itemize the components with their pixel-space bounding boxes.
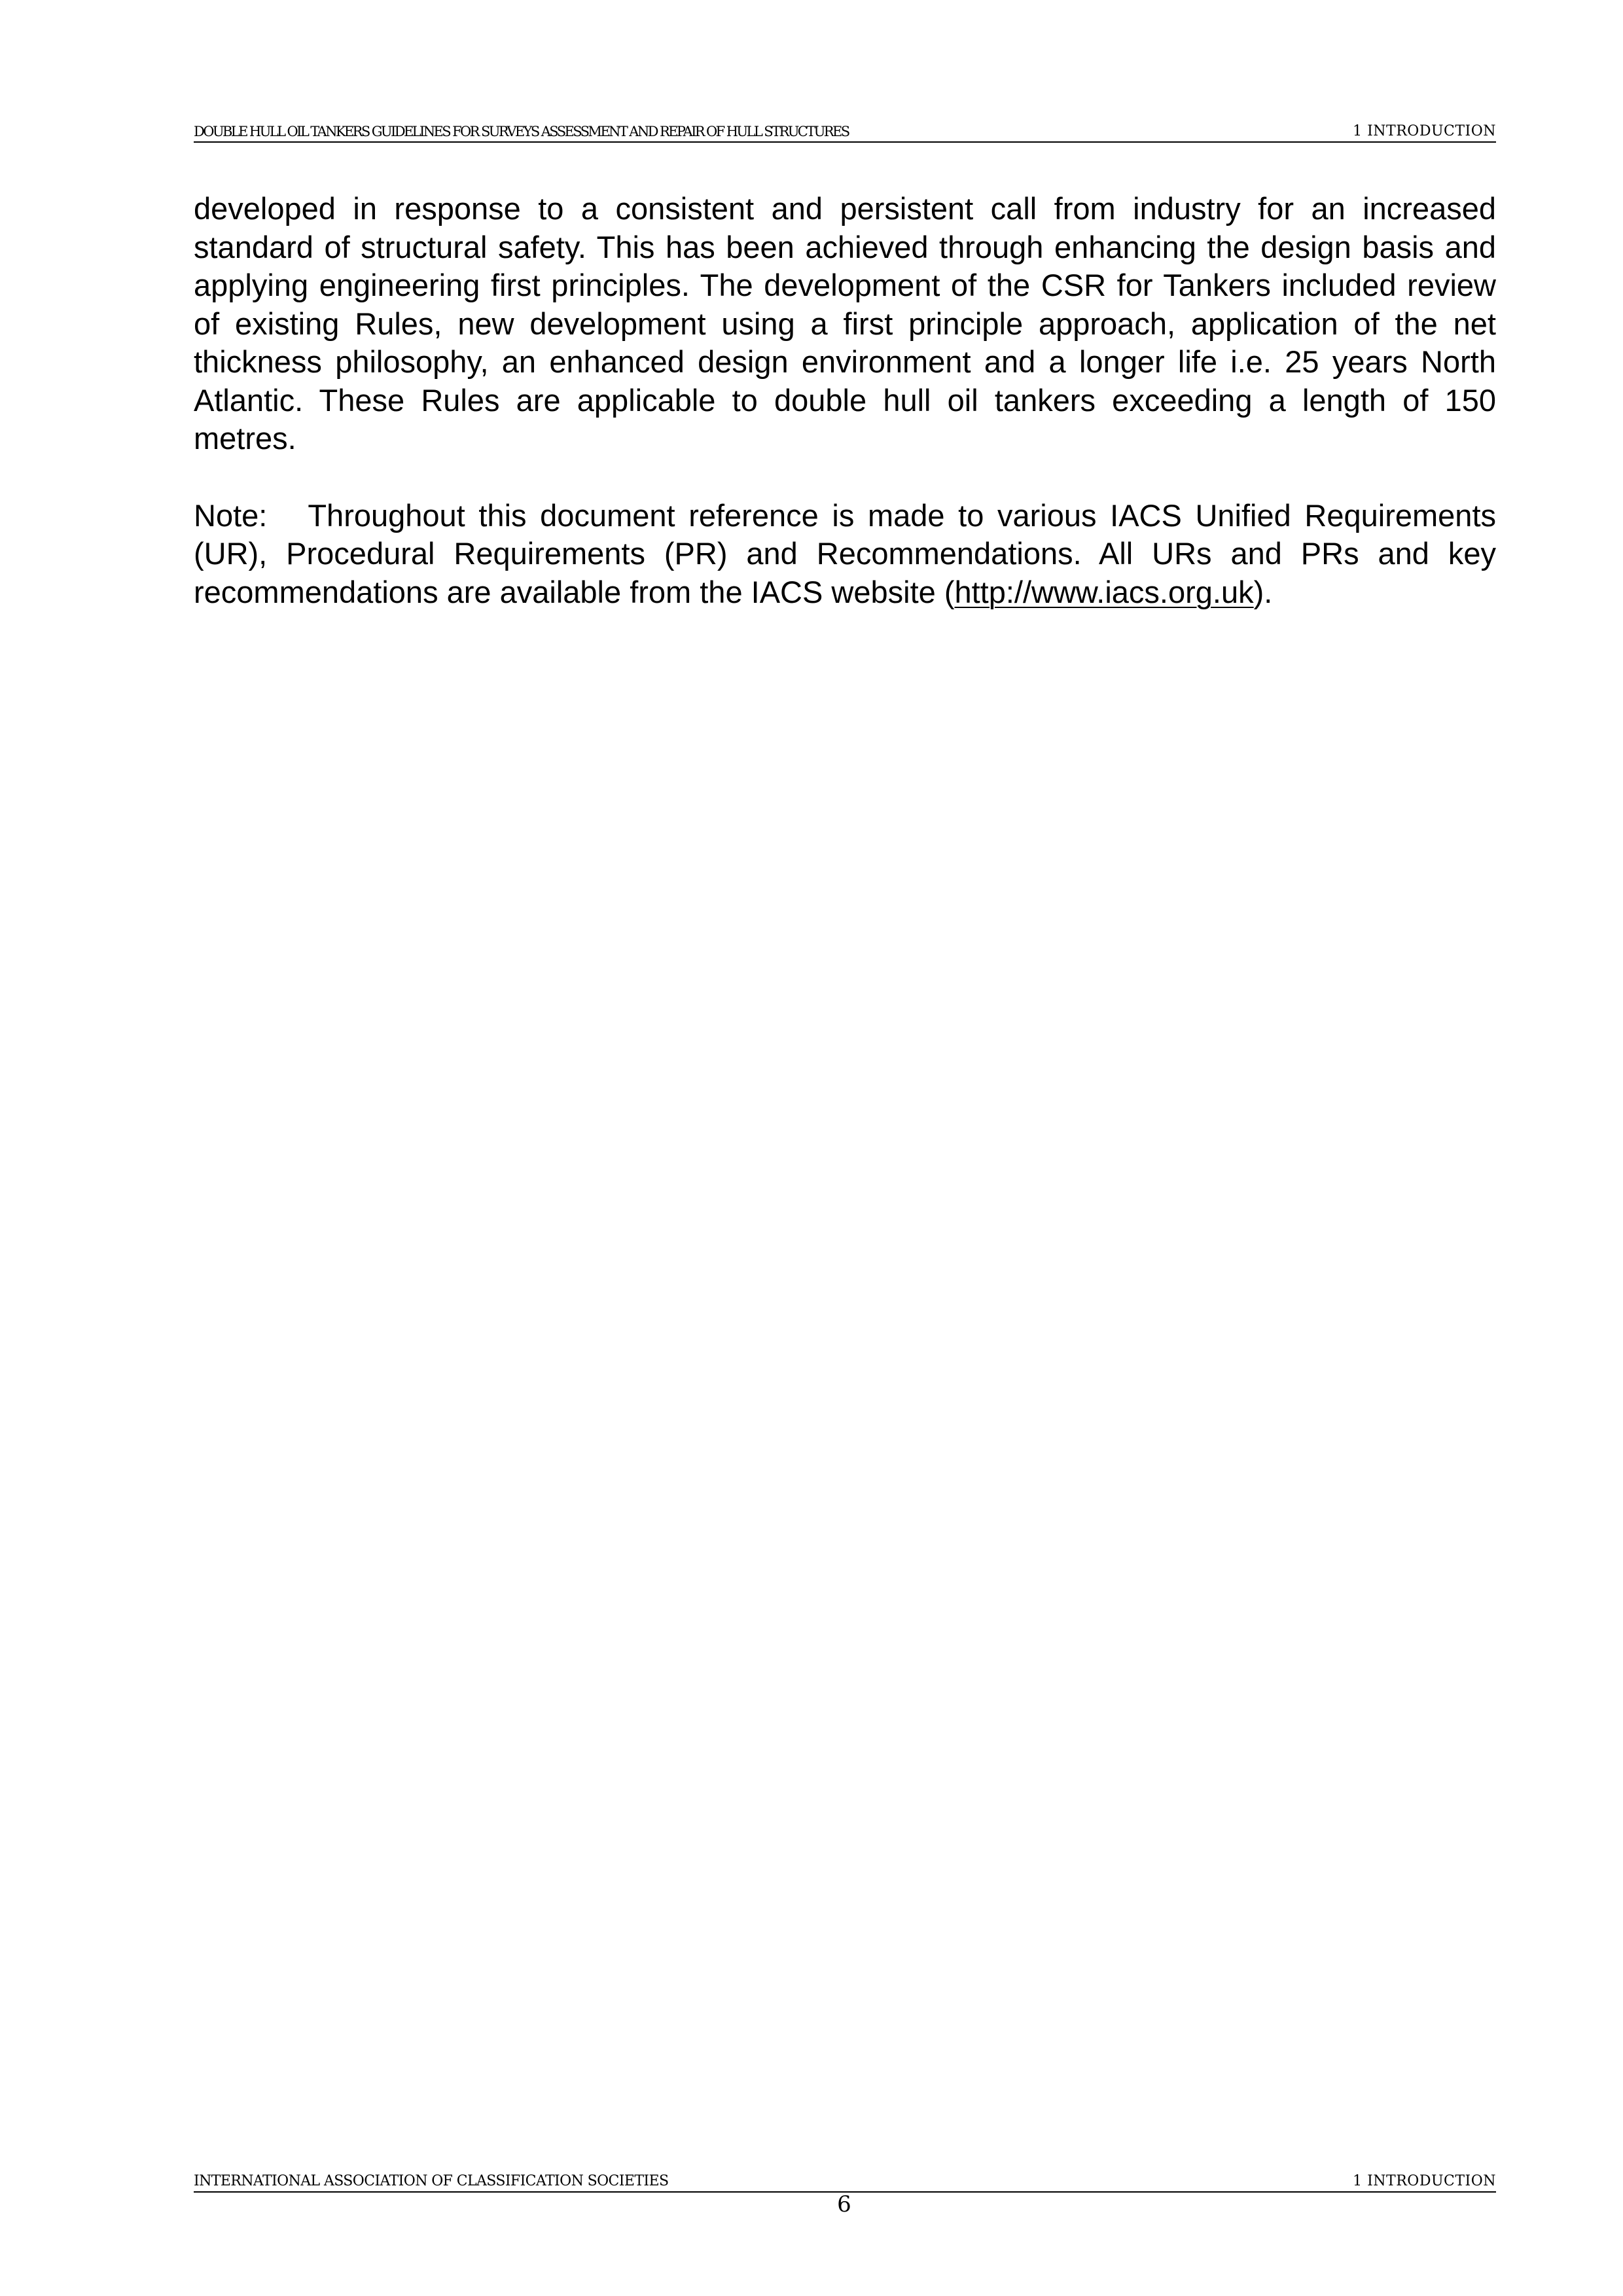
body-text <box>194 190 1496 650</box>
header-document-title: DOUBLE HULL OIL TANKERS GUIDELINES FOR SURVEYS ASSESSMENT AND REPAIR OF HULL STRUCTURES <box>194 124 849 139</box>
paragraph-csr-development: developed in response to a consistent and persistent call from industry for an increased standard of structural safety. This has been achieved through enhancing the design basis and applying engineering first principles. The development of the CSR for Tankers included review of existing Rules, new development using a first principle approach, application of the net thickness philosophy, an enhanced design environment and a longer life i.e. 25 years North Atlantic. These Rules are applicable to double hull oil tankers exceeding a length of 150 metres. <box>194 191 1496 456</box>
note-text: Throughout this document reference is made to various IACS Unified Requirements (UR), Procedural Requirements (PR) and Recommendations. All URs and PRs and key recommendations are available from the IACS website ( <box>194 497 1496 609</box>
footer-organization-name: INTERNATIONAL ASSOCIATION OF CLASSIFICATION SOCIETIES <box>194 2173 669 2189</box>
note-end: ). <box>1253 574 1273 609</box>
header-section-title: 1 INTRODUCTION <box>1353 123 1496 139</box>
footer-section-title: 1 INTRODUCTION <box>1353 2173 1496 2189</box>
note-label: Note: <box>194 497 268 533</box>
running-header <box>194 122 1496 143</box>
paragraph-note <box>194 497 1496 612</box>
iacs-website-link[interactable]: http://www.iacs.org.uk <box>954 574 1254 609</box>
running-footer <box>194 2172 1496 2193</box>
page-number: 6 <box>837 2191 851 2217</box>
